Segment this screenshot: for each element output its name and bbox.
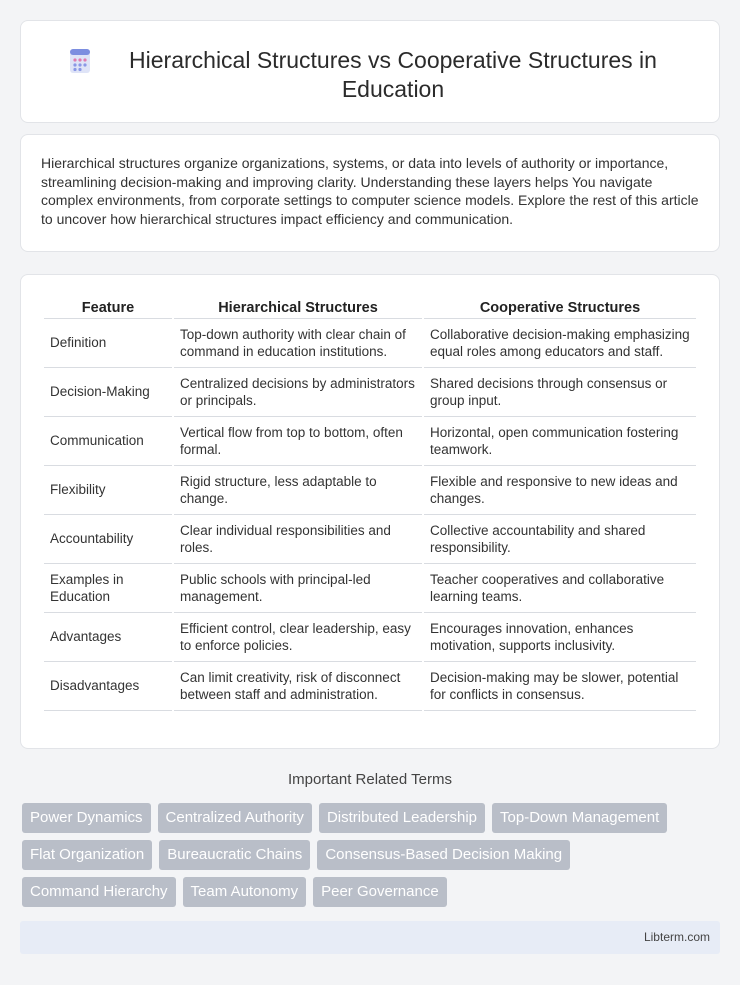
related-terms-title: Important Related Terms (288, 771, 452, 788)
cooperative-cell: Encourages innovation, enhances motivation, supports inclusivity. (424, 613, 696, 662)
document-icon (67, 48, 93, 74)
header-card (20, 20, 720, 123)
term-tag[interactable]: Bureaucratic Chains (159, 840, 310, 870)
hierarchical-cell: Rigid structure, less adaptable to change. (174, 466, 422, 515)
hierarchical-cell: Public schools with principal-led management. (174, 564, 422, 613)
table-header-row (44, 295, 696, 319)
feature-cell: Definition (44, 319, 172, 368)
page-title: Hierarchical Structures vs Cooperative Structures in Education (129, 47, 657, 102)
hierarchical-cell: Vertical flow from top to bottom, often formal. (174, 417, 422, 466)
table-row (44, 515, 696, 564)
cooperative-cell: Decision-making may be slower, potential for conflicts in consensus. (424, 662, 696, 711)
feature-cell: Decision-Making (44, 368, 172, 417)
related-terms-row (22, 877, 722, 907)
cooperative-cell: Shared decisions through consensus or group input. (424, 368, 696, 417)
related-terms (22, 803, 722, 914)
comparison-table (42, 295, 698, 711)
cooperative-cell: Flexible and responsive to new ideas and changes. (424, 466, 696, 515)
table-row (44, 466, 696, 515)
table-row (44, 319, 696, 368)
intro-paragraph: Hierarchical structures organize organizations, systems, or data into levels of authority or importance, streamlining decision-making and improving clarity. Understanding these layers helps You navigate complex environments, from corporate settings to computer science models. Explore the rest of this article to uncover how hierarchical structures impact efficiency and communication. (41, 155, 699, 227)
table-row (44, 662, 696, 711)
cooperative-cell: Horizontal, open communication fostering teamwork. (424, 417, 696, 466)
term-tag[interactable]: Power Dynamics (22, 803, 151, 833)
related-terms-row (22, 840, 722, 870)
column-header-feature: Feature (44, 295, 172, 319)
feature-cell: Flexibility (44, 466, 172, 515)
cooperative-cell: Teacher cooperatives and collaborative learning teams. (424, 564, 696, 613)
term-tag[interactable]: Peer Governance (313, 877, 447, 907)
cooperative-cell: Collective accountability and shared responsibility. (424, 515, 696, 564)
feature-cell: Advantages (44, 613, 172, 662)
term-tag[interactable]: Centralized Authority (158, 803, 312, 833)
related-terms-row (22, 803, 722, 833)
hierarchical-cell: Centralized decisions by administrators or principals. (174, 368, 422, 417)
table-row (44, 613, 696, 662)
footer (20, 921, 720, 954)
term-tag[interactable]: Consensus-Based Decision Making (317, 840, 570, 870)
hierarchical-cell: Can limit creativity, risk of disconnect between staff and administration. (174, 662, 422, 711)
term-tag[interactable]: Flat Organization (22, 840, 152, 870)
table-row (44, 564, 696, 613)
column-header-hierarchical: Hierarchical Structures (174, 295, 422, 319)
feature-cell: Communication (44, 417, 172, 466)
comparison-card (20, 274, 720, 749)
cooperative-cell: Collaborative decision-making emphasizing equal roles among educators and staff. (424, 319, 696, 368)
term-tag[interactable]: Team Autonomy (183, 877, 307, 907)
table-row (44, 417, 696, 466)
term-tag[interactable]: Distributed Leadership (319, 803, 485, 833)
hierarchical-cell: Top-down authority with clear chain of command in education institutions. (174, 319, 422, 368)
feature-cell: Examples in Education (44, 564, 172, 613)
table-row (44, 368, 696, 417)
site-link[interactable]: Libterm.com (643, 930, 710, 944)
feature-cell: Accountability (44, 515, 172, 564)
intro-card (20, 134, 720, 252)
hierarchical-cell: Efficient control, clear leadership, easy to enforce policies. (174, 613, 422, 662)
feature-cell: Disadvantages (44, 662, 172, 711)
hierarchical-cell: Clear individual responsibilities and roles. (174, 515, 422, 564)
term-tag[interactable]: Top-Down Management (492, 803, 667, 833)
column-header-cooperative: Cooperative Structures (424, 295, 696, 319)
term-tag[interactable]: Command Hierarchy (22, 877, 176, 907)
